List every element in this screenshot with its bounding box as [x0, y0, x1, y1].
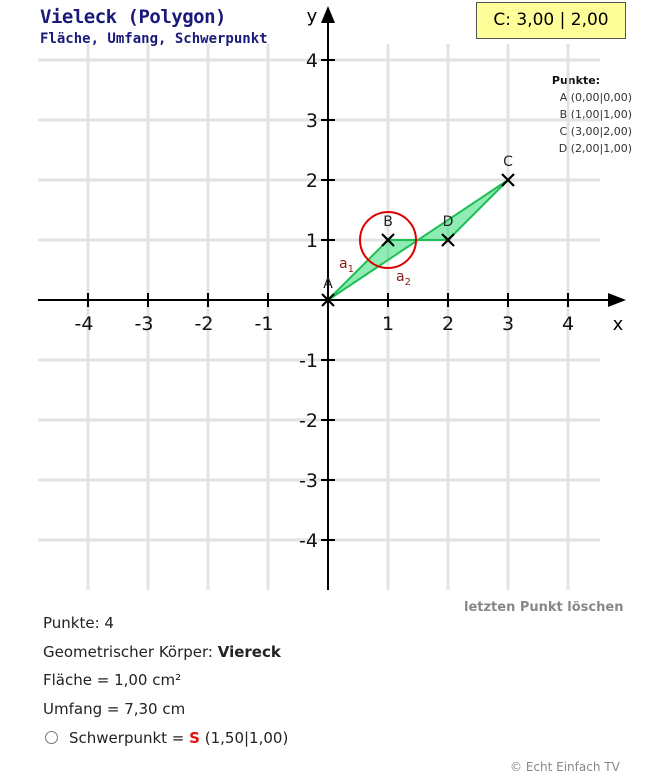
grid-lines: [38, 44, 600, 590]
x-tick-label: 3: [501, 313, 515, 335]
x-tick-label: 1: [381, 313, 395, 335]
points-list-item: C (3,00|2,00): [559, 125, 632, 138]
x-tick-label: -2: [194, 313, 214, 335]
delete-last-point-button[interactable]: letzten Punkt löschen: [464, 600, 624, 615]
y-tick-label: 3: [305, 110, 318, 132]
point-label-c: C: [503, 154, 513, 170]
point-label-a: A: [323, 276, 333, 292]
x-tick-label: 2: [441, 313, 455, 335]
angle-label-subscript: 2: [404, 277, 411, 288]
x-axis-label: x: [612, 314, 624, 335]
geometric-body-label: Geometrischer Körper:: [43, 643, 218, 661]
perimeter-value: Umfang = 7,30 cm: [43, 700, 186, 718]
centroid-coordinates: (1,50|1,00): [199, 729, 289, 747]
points-list-item: B (1,00|1,00): [559, 108, 632, 121]
x-tick-label: -4: [74, 313, 94, 335]
points-count: Punkte: 4: [43, 614, 114, 632]
x-tick-label: -3: [134, 313, 154, 335]
y-axis-arrow: [321, 6, 335, 23]
angle-label-subscript: 1: [347, 264, 354, 275]
cursor-coordinate-display: C: 3,00 | 2,00: [476, 2, 626, 39]
y-tick-label: 2: [305, 170, 318, 192]
angle-label: [396, 269, 411, 288]
y-tick-label: 1: [305, 230, 318, 252]
centroid-radio[interactable]: [45, 731, 58, 744]
y-tick-label: 4: [305, 50, 318, 72]
x-tick-label: 4: [561, 313, 575, 335]
centroid-prefix: Schwerpunkt =: [69, 729, 190, 747]
y-tick-label: -2: [299, 410, 318, 432]
x-axis-arrow: [608, 293, 626, 307]
copyright-notice: © Echt Einfach TV: [510, 760, 620, 774]
page-subtitle: Fläche, Umfang, Schwerpunkt: [40, 31, 268, 47]
points-list-item: D (2,00|1,00): [558, 142, 632, 155]
point-label-d: D: [442, 214, 454, 230]
points-list-heading: Punkte:: [551, 74, 601, 87]
geometric-body-value: Viereck: [217, 643, 281, 661]
x-tick-label: -1: [254, 313, 274, 335]
point-label-b: B: [383, 214, 393, 230]
polygon-layer: [322, 154, 514, 306]
angle-label-base: a: [339, 256, 348, 272]
page-title: Vieleck (Polygon): [40, 6, 226, 28]
centroid-label: [69, 729, 288, 747]
angle-label-base: a: [396, 269, 405, 285]
area-value: Fläche = 1,00 cm²: [43, 671, 182, 689]
centroid-symbol: S: [189, 729, 200, 747]
y-tick-label: -3: [299, 470, 318, 492]
y-tick-label: -1: [299, 350, 318, 372]
points-list-item: A (0,00|0,00): [559, 91, 632, 104]
angle-label: [339, 256, 354, 275]
y-tick-label: -4: [299, 530, 318, 552]
y-axis-label: y: [306, 6, 318, 27]
geometric-body: [43, 643, 281, 661]
